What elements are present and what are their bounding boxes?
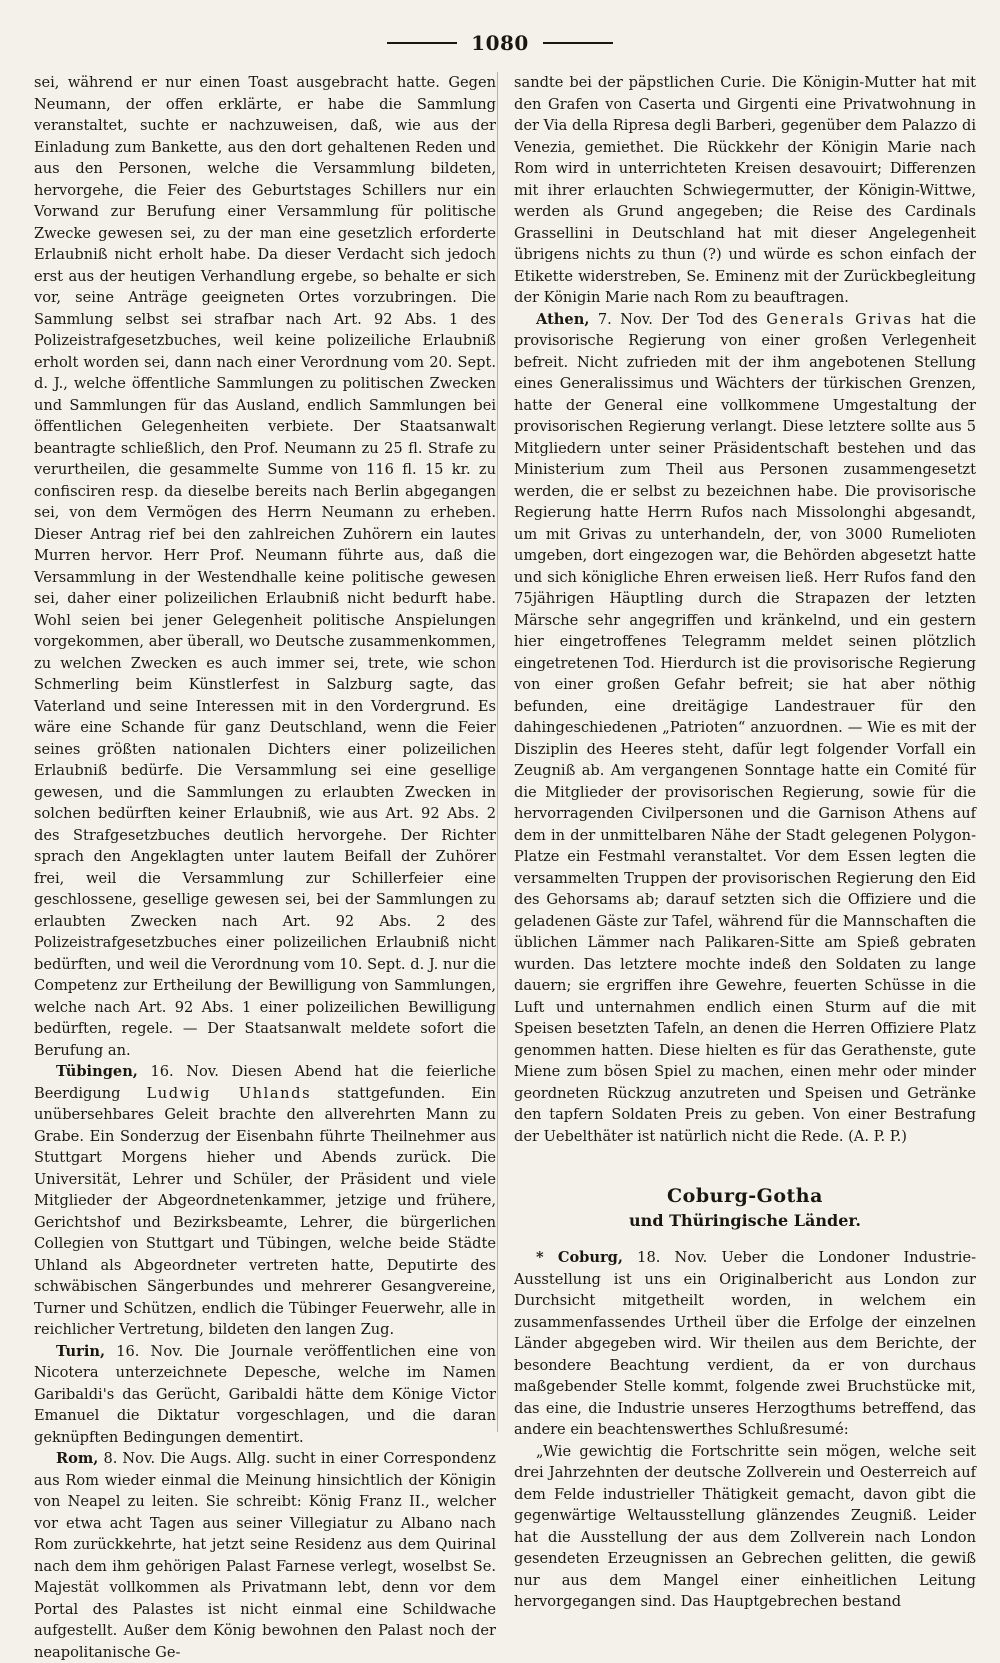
page-number: 1080	[471, 31, 529, 55]
article-rom-continuation: sandte bei der päpstlichen Curie. Die Königin-Mutter hat mit den Grafen von Caserta und Girgenti eine Privatwohnung in der Via della Ripresa degli Barberi, gegenüber dem Palazzo di Venezia, gemiethet. Die Rückkehr der Königin Marie nach Rom wird in unterrichteten Kreisen desavouirt; Differenzen mit ihrer erlauchten Schwiegermutter, der Königin-Wittwe, werden als Grund angegeben; die Reise des Cardinals Grassellini in Deutschland hat mit dieser Angelegenheit übrigens nichts zu thun (?) und würde es schon einfach der Etikette widerstreben, Se. Eminenz mit der Zurückbegleitung der Königin Marie nach Rom zu beauftragen.	[514, 74, 976, 306]
dateline-date: 18. Nov.	[637, 1249, 708, 1266]
column-divider	[497, 72, 498, 1432]
article-rom	[34, 1448, 496, 1663]
section-subtitle: und Thüringische Länder.	[629, 1211, 861, 1230]
article-quote: „Wie gewichtig die Fortschritte sein mögen, welche seit drei Jahrzehnten der deutsche Zollverein und Oesterreich auf dem Felde industrieller Thätigkeit gemacht, davon gibt die gegenwärtige Weltausstellung glänzendes Zeugniß. Leider hat die Ausstellung der aus dem Zollverein nach London gesendeten Erzeugnissen an Gebrechen gelitten, die gewiß nur aus dem Mangel einer einheitlichen Leitung hervorgegangen sind. Das Hauptgebrechen bestand	[514, 1442, 976, 1610]
section-title: Coburg-Gotha	[667, 1185, 823, 1207]
article-text: Ueber die Londoner Industrie-Ausstellung ist uns ein Originalbericht aus London zur Durchsicht mitgetheilt worden, in welchem ein zusammenfassendes Urtheil über die Erfolge der einzelnen Länder abgegeben wird. Wir theilen aus dem Berichte, der besondere Beachtung verdient, da er von durchaus maßgebender Stelle kommt, folgende zwei Bruchstücke mit, das eine, die Industrie unseres Herzogthums betreffend, das andere ein beachtenswerthes Schlußresumé:	[514, 1249, 977, 1438]
page-header	[0, 28, 1000, 58]
header-rule-right	[543, 42, 613, 44]
article-tuebingen	[34, 1061, 496, 1341]
article-text: stattgefunden. Ein unübersehbares Geleit brachte den allverehrten Mann zu Grabe. Ein Sonderzug der Eisenbahn führte Theilnehmer aus Stuttgart Morgens hieher und Abends zurück. Die Universität, Lehrer und Schüler, der Präsident und viele Mitglieder der Abgeordnetenkammer, jetzige und frühere, Gerichtshof und Bezirksbeamte, Lehrer, die bürgerlichen Collegien von Stuttgart und Tübingen, welche beide Städte Uhland als Abgeordneter vertreten hatte, Deputirte des schwäbischen Sängerbundes und mehrerer Gesangvereine, Turner und Schützen, endlich die Tübinger Feuerwehr, alle in reichlicher Vertretung, bildeten den langen Zug.	[34, 1084, 496, 1338]
header-rule-left	[387, 42, 457, 44]
right-column	[514, 72, 976, 1613]
dateline-place: Athen,	[536, 310, 590, 328]
dateline-place: Coburg,	[557, 1249, 623, 1266]
section-heading	[514, 1183, 976, 1233]
dateline-date: 16. Nov.	[150, 1063, 219, 1080]
article-athen	[514, 309, 976, 1148]
dateline-place: Turin,	[56, 1342, 106, 1360]
article-text: hat die provisorische Regierung von einer großen Verlegenheit befreit. Nicht zufrieden mit der ihm angebotenen Stellung eines Generalissimus und Wächters der türkischen Grenzen, hatte der General eine vollkommene Umgestaltung der provisorischen Regierung verlangt. Diese letztere sollte aus 5 Mitgliedern unter seiner Präsidentschaft bestehen und das Ministerium zum Theil aus Personen zusammengesetzt werden, die er selbst zu bezeichnen habe. Die provisorische Regierung hatte Herrn Rufos nach Missolonghi abgesandt, um mit Grivas zu unterhandeln, der, von 3000 Rumelioten umgeben, dort eingezogen war, die Behörden abgesetzt hatte und sich königliche Ehren erweisen ließ. Herr Rufos fand den 75jährigen Häuptling durch die Strapazen der letzten Märsche sehr angegriffen und kränkelnd, und ein gestern hier eingetroffenes Telegramm meldet seinen plötzlich eingetretenen Tod. Hierdurch ist die provisorische Regierung von einer großen Gefahr befreit; sie hat aber nöthig befunden, eine dreitägige Landestrauer für den dahingeschiedenen „Patrioten“ anzuordnen. — Wie es mit der Disziplin des Heeres steht, dafür legt folgender Vorfall ein Zeugniß ab. Am vergangenen Sonntage hatte ein Comité für die Mitglieder der provisorischen Regierung, sowie für die hervorragenden Civilpersonen und die Garnison Athens auf dem in der unmittelbaren Nähe der Stadt gelegenen Polygon-Platze ein Festmahl veranstaltet. Vor dem Essen legten die versammelten Truppen der provisorischen Regierung den Eid des Gehorsams ab; darauf setzten sich die Offiziere und die geladenen Gäste zur Tafel, während für die Mannschaften die üblichen Lämmer nach Palikaren-Sitte am Spieß gebraten wurden. Das letztere mochte indeß den Soldaten zu lange dauern; sie ergriffen ihre Gewehre, feuerten Schüsse in die Luft und unternahmen endlich einen Sturm auf die mit Speisen besetzten Tafeln, an denen die Herren Offiziere Platz genommen hatten. Diese hielten es für das Gerathenste, gute Miene zum bösen Spiel zu machen, einen mehr oder minder geordneten Rückzug anzutreten und Speisen und Getränke den tapfern Soldaten Preis zu geben. Von einer Bestrafung der Uebelthäter ist natürlich nicht die Rede. (A. P. P.)	[514, 310, 977, 1145]
article-text: Der Tod des	[661, 310, 758, 328]
person-name: Ludwig Uhlands	[146, 1084, 312, 1102]
article-text: Die Augs. Allg. sucht in einer Correspondenz aus Rom wieder einmal die Meinung hinsichtlich der Königin von Neapel zu leiten. Sie schreibt: König Franz II., welcher vor etwa acht Tagen aus seiner Villegiatur zu Albano nach Rom zurückkehrte, hat jetzt seine Residenz aus dem Quirinal nach dem ihm gehörigen Palast Farnese verlegt, woselbst Se. Majestät vollkommen als Privatmann lebt, denn vor dem Portal des Palastes ist nicht einmal eine Schildwache aufgestellt. Außer dem König bewohnen den Palast noch der neapolitanische Ge-	[34, 1450, 496, 1661]
dateline-date: 8. Nov.	[103, 1450, 156, 1467]
dateline-place: Rom,	[56, 1450, 99, 1467]
article-munich-continuation: sei, während er nur einen Toast ausgebracht hatte. Gegen Neumann, der offen erklärte, er habe die Sammlung veranstaltet, suchte er nachzuweisen, daß, wie aus der Einladung zum Bankette, aus den dort gehaltenen Reden und aus den Personen, welche die Versammlung bildeten, hervorgehe, die Feier des Geburtstages Schillers nur ein Vorwand zur Berufung einer Versammlung für politische Zwecke gewesen sei, zu der man eine gesetzlich erforderte Erlaubniß nicht erholt habe. Da dieser Verdacht sich jedoch erst aus der heutigen Verhandlung ergebe, so behalte er sich vor, seine Anträge geeigneten Ortes vorzubringen. Die Sammlung selbst sei strafbar nach Art. 92 Abs. 1 des Polizeistrafgesetzbuches, weil keine polizeiliche Erlaubniß erholt worden sei, dann nach einer Verordnung vom 20. Sept. d. J., welche öffentliche Sammlungen zu politischen Zwecken und Sammlungen für das Ausland, endlich Sammlungen bei öffentlichen Gelegenheiten verbiete. Der Staatsanwalt beantragte schließlich, den Prof. Neumann zu 25 fl. Strafe zu verurtheilen, die gesammelte Summe von 116 fl. 15 kr. zu confisciren resp. da dieselbe bereits nach Berlin abgegangen sei, von dem Vermögen des Herrn Neumann zu erheben. Dieser Antrag rief bei den zahlreichen Zuhörern ein lautes Murren hervor. Herr Prof. Neumann führte aus, daß die Versammlung in der Westendhalle keine politische gewesen sei, daher einer polizeilichen Erlaubniß nicht bedurft habe. Wohl seien bei jener Gelegenheit politische Anspielungen vorgekommen, aber überall, wo Deutsche zusammenkommen, zu welchen Zwecken es auch immer sei, trete, wie schon Schmerling beim Künstlerfest in Salzburg sagte, das Vaterland und seine Interessen mit in den Vordergrund. Es wäre eine Schande für ganz Deutschland, wenn die Feier seines größten nationalen Dichters einer polizeilichen Erlaubniß bedürfe. Die Versammlung sei eine gesellige gewesen, und die Sammlungen zu erlaubten Zwecken in solchen bedürften keiner Erlaubniß, wie aus Art. 92 Abs. 2 des Strafgesetzbuches deutlich hervorgehe. Der Richter sprach den Angeklagten unter lautem Beifall der Zuhörer frei, weil die Versammlung zur Schillerfeier eine geschlossene, gesellige gewesen sei, bei der Sammlungen zu erlaubten Zwecken nach Art. 92 Abs. 2 des Polizeistrafgesetzbuches einer polizeilichen Erlaubniß nicht bedürften, und weil die Verordnung vom 10. Sept. d. J. nur die Competenz zur Ertheilung der Bewilligung von Sammlungen, welche nach Art. 92 Abs. 1 einer polizeilichen Bewilligung bedürften, regele. — Der Staatsanwalt meldete sofort die Berufung an.	[34, 74, 496, 1059]
dateline-date: 7. Nov.	[597, 310, 653, 328]
article-text: Die Journale veröffentlichen eine von Nicotera unterzeichnete Depesche, welche im Namen Garibaldi's das Gerücht, Garibaldi hätte dem Könige Victor Emanuel die Diktatur vorgeschlagen, und die daran geknüpften Bedingungen dementirt.	[34, 1342, 496, 1446]
star-marker: *	[536, 1249, 544, 1266]
article-coburg	[514, 1247, 976, 1441]
person-name: Generals Grivas	[766, 310, 913, 328]
dateline-place: Tübingen,	[56, 1063, 138, 1080]
dateline-date: 16. Nov.	[116, 1342, 184, 1360]
article-turin	[34, 1341, 496, 1449]
article-text: Diesen Abend hat die feierliche Beerdigung	[34, 1063, 496, 1102]
left-column	[34, 72, 496, 1663]
